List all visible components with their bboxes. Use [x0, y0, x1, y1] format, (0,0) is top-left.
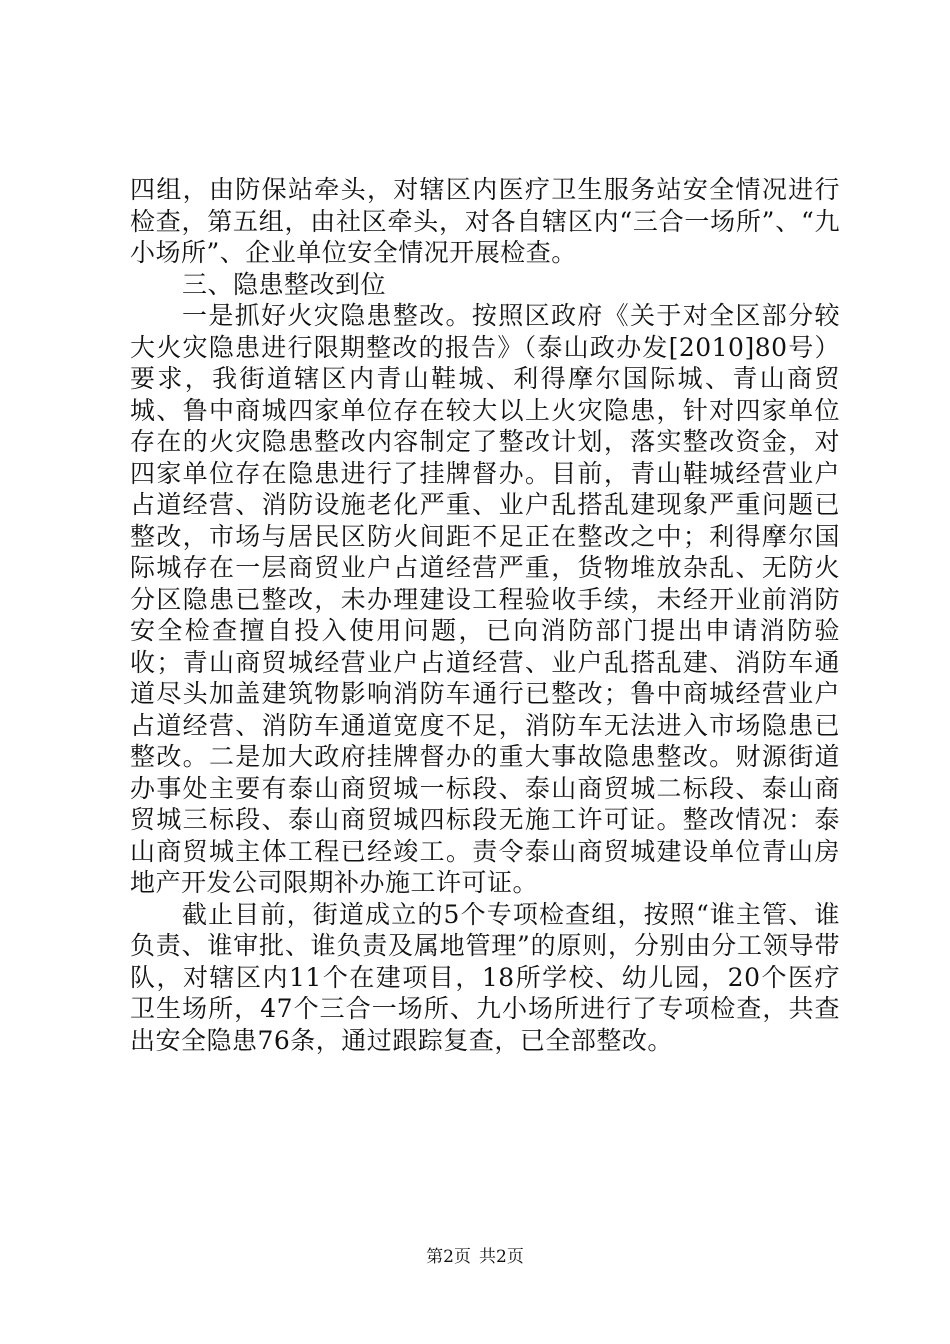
paragraph-continuation: 四组，由防保站牵头，对辖区内医疗卫生服务站安全情况进行检查，第五组，由社区牵头，对各自辖区内“三合一场所”、“九小场所”、企业单位安全情况开展检查。: [130, 175, 840, 267]
section-heading: 三、隐患整改到位: [182, 269, 387, 299]
page-footer: [0, 1246, 950, 1268]
document-body: [130, 174, 840, 1056]
page-number-total: 共2页: [479, 1247, 524, 1267]
paragraph-summary: 截止目前，街道成立的5个专项检查组，按照“谁主管、谁负责、谁审批、谁负责及属地管理”的原则，分别由分工领导带队，对辖区内11个在建项目，18所学校、幼儿园，20个医疗卫生场所，47个三合一场所、九小场所进行了专项检查，共查出安全隐患76条，通过跟踪复查，已全部整改。: [130, 899, 840, 1055]
paragraph-rectification: 一是抓好火灾隐患整改。按照区政府《关于对全区部分较大火灾隐患进行限期整改的报告》（泰山政办发[2010]80号）要求，我街道辖区内青山鞋城、利得摩尔国际城、青山商贸城、鲁中商城四家单位存在较大以上火灾隐患，针对四家单位存在的火灾隐患整改内容制定了整改计划，落实整改资金，对四家单位存在隐患进行了挂牌督办。目前，青山鞋城经营业户占道经营、消防设施老化严重、业户乱搭乱建现象严重问题已整改，市场与居民区防火间距不足正在整改之中；利得摩尔国际城存在一层商贸业户占道经营严重，货物堆放杂乱、无防火分区隐患已整改，未办理建设工程验收手续，未经开业前消防安全检查擅自投入使用问题，已向消防部门提出申请消防验收；青山商贸城经营业户占道经营、业户乱搭乱建、消防车通道尽头加盖建筑物影响消防车通行已整改；鲁中商城经营业户占道经营、消防车通道宽度不足，消防车无法进入市场隐患已整改。二是加大政府挂牌督办的重大事故隐患整改。财源街道办事处主要有泰山商贸城一标段、泰山商贸城二标段、泰山商贸城三标段、泰山商贸城四标段无施工许可证。整改情况：泰山商贸城主体工程已经竣工。责令泰山商贸城建设单位青山房地产开发公司限期补办施工许可证。: [130, 301, 840, 897]
page-number-current: 第2页: [426, 1247, 471, 1267]
